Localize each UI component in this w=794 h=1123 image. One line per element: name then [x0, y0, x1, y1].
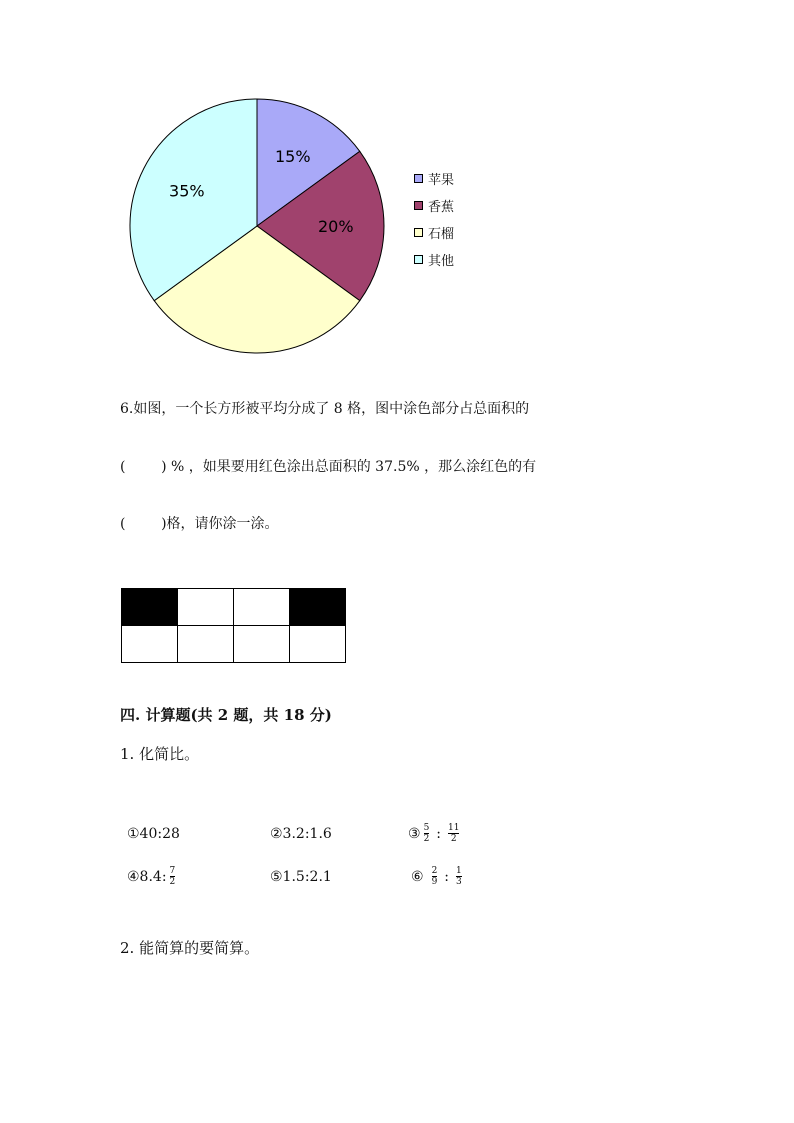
- legend-item-pomegranate: [414, 223, 454, 242]
- legend-label: 石榴: [428, 227, 455, 242]
- grid-cell[interactable]: [290, 626, 346, 663]
- legend-swatch: [414, 201, 423, 210]
- numerator: 11: [448, 823, 460, 833]
- pie-chart: [0, 0, 794, 400]
- fraction: [432, 866, 438, 887]
- grid-cell[interactable]: [234, 626, 290, 663]
- pie-slice-label: 35%: [169, 181, 205, 201]
- denominator: 2: [423, 834, 430, 844]
- numerator: 1: [456, 866, 462, 876]
- fraction: [170, 866, 176, 887]
- item-prefix: ⑥: [411, 868, 424, 885]
- item-prefix: ③: [408, 825, 421, 842]
- grid-cell[interactable]: [178, 626, 234, 663]
- grid-cell[interactable]: [234, 589, 290, 626]
- legend-label: 苹果: [428, 173, 455, 188]
- grid-cell[interactable]: [122, 626, 178, 663]
- ratio-item-2: ②3.2:1.6: [270, 826, 332, 842]
- rectangle-grid: [121, 588, 346, 663]
- colon: :: [436, 825, 442, 842]
- question6-line2: ( ) % ，如果要用红色涂出总面积的 37.5% ，那么涂红色的有: [120, 459, 537, 475]
- pie-slice-label: 20%: [317, 217, 354, 236]
- legend-label: 其他: [428, 254, 455, 269]
- denominator: 9: [431, 877, 438, 887]
- legend-label: 香蕉: [428, 200, 455, 215]
- denominator: 3: [456, 877, 462, 887]
- colon: :: [444, 868, 450, 885]
- ratio-item-6: [411, 866, 465, 887]
- denominator: 2: [169, 877, 176, 887]
- denominator: 2: [450, 834, 457, 844]
- question6-line1: 6.如图，一个长方形被平均分成了 8 格，图中涂色部分占总面积的: [120, 401, 530, 417]
- fraction: [448, 823, 459, 844]
- calc-question1: 1. 化简比。: [120, 745, 200, 763]
- calc-question2: 2. 能简算的要简算。: [120, 939, 260, 957]
- ratio-item-1: ①40:28: [127, 826, 180, 842]
- legend-swatch: [414, 228, 423, 237]
- fraction: [424, 823, 430, 844]
- pie-slice-label: 15%: [274, 146, 311, 166]
- section-title: 四. 计算题(共 2 题，共 18 分): [120, 706, 332, 724]
- item-prefix: ④8.4:: [127, 868, 167, 885]
- legend-swatch: [414, 255, 423, 264]
- ratio-item-4: [127, 866, 178, 887]
- numerator: 7: [169, 866, 176, 876]
- ratio-item-3: [408, 823, 462, 844]
- legend-item-other: [414, 250, 454, 269]
- numerator: 2: [431, 866, 438, 876]
- legend-item-apple: [414, 169, 454, 188]
- question6-line3: ( )格，请你涂一涂。: [120, 516, 279, 532]
- fraction: [456, 866, 462, 887]
- legend-item-banana: [414, 196, 454, 215]
- grid-cell[interactable]: [178, 589, 234, 626]
- grid-cell[interactable]: [290, 589, 346, 626]
- grid-cell[interactable]: [122, 589, 178, 626]
- numerator: 5: [423, 823, 430, 833]
- legend-swatch: [414, 174, 423, 183]
- ratio-item-5: ⑤1.5:2.1: [270, 869, 332, 885]
